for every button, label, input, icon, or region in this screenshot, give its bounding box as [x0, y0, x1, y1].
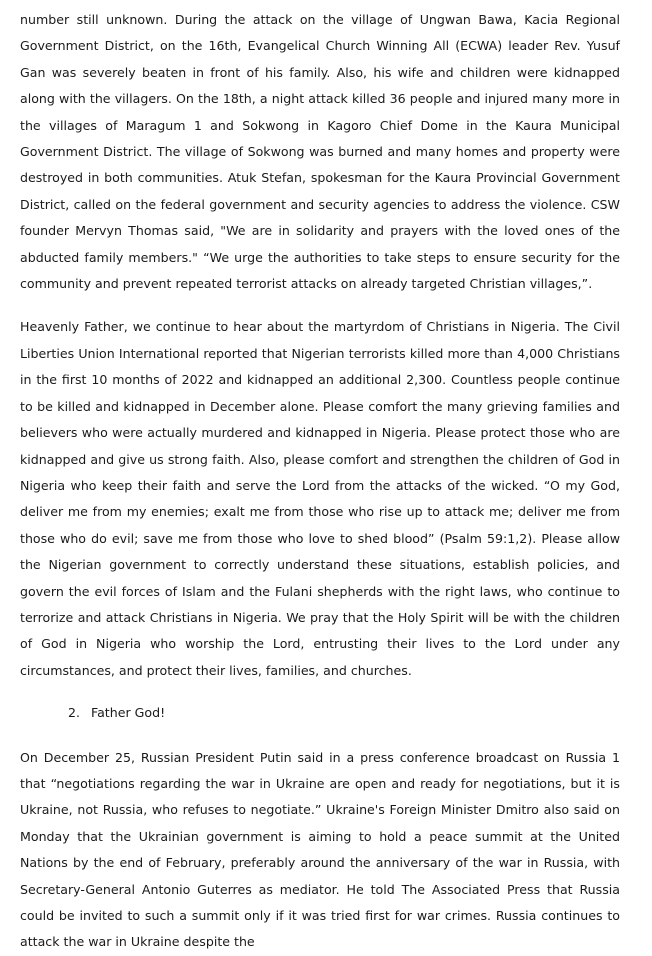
- paragraph-russia-ukraine: On December 25, Russian President Putin said in a press conference broadcast on Russia 1 that “negotiations regarding the war in Ukraine are open and ready for negotiations, but it is Ukraine, not Russia, who refuses to negotiate.” Ukraine's Foreign Minister Dmitro also said on Monday that the Ukrainian government is aiming to hold a peace summit at the United Nations by the end of February, preferably around the anniversary of the war in Russia, with Secretary-General Antonio Guterres as mediator. He told The Associated Press that Russia could be invited to such a summit only if it was tried first for war crimes. Russia continues to attack the war in Ukraine despite the: [20, 749, 620, 950]
- list-item-father-god: [20, 700, 620, 726]
- paragraph-prayer-nigeria: Heavenly Father, we continue to hear about the martyrdom of Christians in Nigeria. The Civil Liberties Union International reported that Nigerian terrorists killed more than 4,000 Christians in the first 10 months of 2022 and kidnapped an additional 2,300. Countless people continue to be killed and kidnapped in December alone. Please comfort the many grieving families and believers who were actually murdered and kidnapped in Nigeria. Please protect those who are kidnapped and give us strong faith. Also, please comfort and strengthen the children of God in Nigeria who keep their faith and serve the Lord from the attacks of the wicked. “O my God, deliver me from my enemies; exalt me from those who rise up to attack me; deliver me from those who do evil; save me from those who love to shed blood” (Psalm 59:1,2). Please allow the Nigerian government to correctly understand these situations, establish policies, and govern the evil forces of Islam and the Fulani shepherds with the right laws, who continue to terrorize and attack Christians in Nigeria. We pray that the Holy Spirit will be with the children of God in Nigeria who worship the Lord, entrusting their lives to the Lord under any circumstances, and protect their lives, families, and churches.: [20, 319, 620, 678]
- paragraph-nigeria-attacks: number still unknown. During the attack on the village of Ungwan Bawa, Kacia Regional Government District, on the 16th, Evangelical Church Winning All (ECWA) leader Rev. Yusuf Gan was severely beaten in front of his family. Also, his wife and children were kidnapped along with the villagers. On the 18th, a night attack killed 36 people and injured many more in the villages of Maragum 1 and Sokwong in Kagoro Chief Dome in the Kaura Municipal Government District. The village of Sokwong was burned and many homes and property were destroyed in both communities. Atuk Stefan, spokesman for the Kaura Provincial Government District, called on the federal government and security agencies to address the violence. CSW founder Mervyn Thomas said, "We are in solidarity and prayers with the loved ones of the abducted family members." “We urge the authorities to take steps to ensure security for the community and prevent repeated terrorist attacks on already targeted Christian villages,”.: [20, 12, 620, 292]
- list-item-number: 2.: [68, 705, 81, 721]
- list-item-text: Father God!: [91, 705, 166, 721]
- document-page: [20, 7, 620, 956]
